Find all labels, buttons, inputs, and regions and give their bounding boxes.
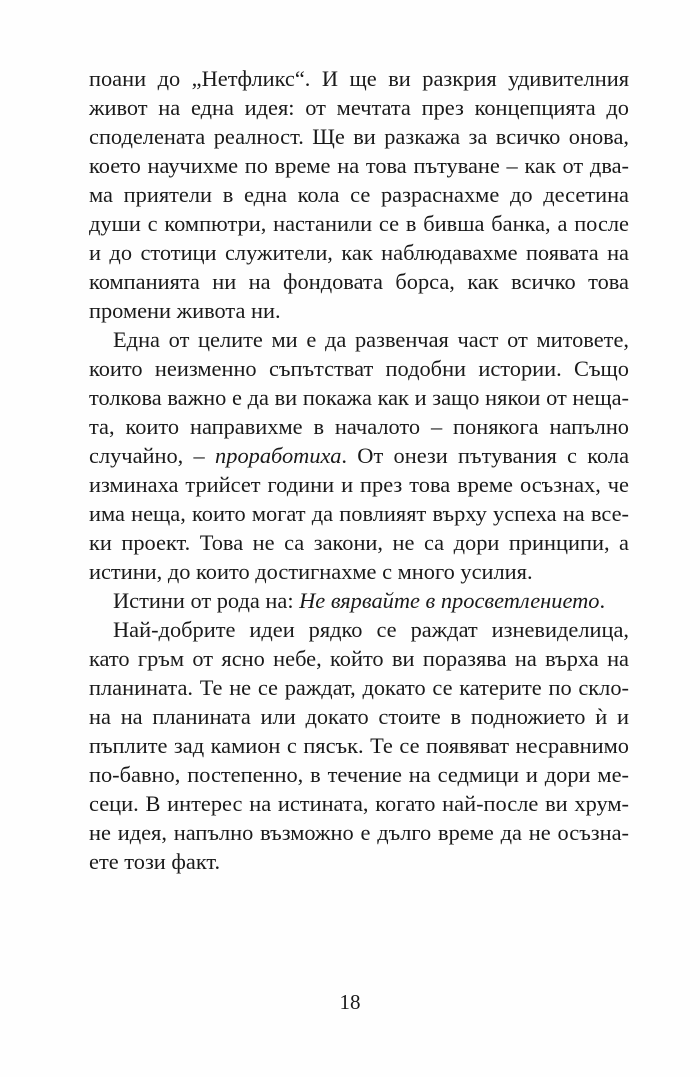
text-segment: Истини от рода на: [113, 588, 300, 613]
text-line: толкова важно е да ви покажа как и защо някои от неща- [89, 385, 629, 410]
text-line: ки проект. Това не са закони, не са дори принципи, а [89, 530, 629, 555]
text-line: живот на една идея: от мечтата през концепцията до [89, 95, 629, 120]
text-line: сеци. В интерес на истината, когато най-после ви хрум- [89, 791, 629, 816]
text-line: Една от целите ми е да развенчая част от митовете, [113, 327, 629, 352]
text-segment: . От онези пътувания с кола [341, 443, 630, 468]
text-line: и до стотици служители, как наблюдавахме появата на [89, 240, 629, 265]
text-line [89, 441, 629, 470]
text-segment: . [599, 588, 606, 613]
text-line: които неизменно съпътстват подобни истории. Също [89, 356, 629, 381]
paragraph [89, 325, 629, 586]
text-line: души с компютри, настанили се в бивша банка, а после [89, 211, 629, 236]
text-line: което научихме по време на това пътуване – как от два- [89, 153, 629, 178]
text-line: пъплите зад камион с пясък. Те се появяват несравнимо [89, 733, 629, 758]
text-line: на на планината или докато стоите в подножието ѝ и [89, 704, 629, 729]
text-line: поани до „Нетфликс“. И ще ви разкрия удивителния [89, 66, 629, 91]
paragraph [89, 64, 629, 325]
text-line: като гръм от ясно небе, който ви поразява на върха на [89, 646, 629, 671]
text-line: не идея, напълно възможно е дълго време да не осъзна- [89, 820, 629, 845]
text-line: има неща, които могат да повлияят върху успеха на все- [89, 501, 629, 526]
text-line: ете този факт. [89, 849, 221, 874]
text-line: Най-добрите идеи рядко се раждат изневиделица, [113, 617, 629, 642]
text-line: та, които направихме в началото – понякога напълно [89, 414, 629, 439]
text-line: компанията ни на фондовата борса, как всичко това [89, 269, 629, 294]
paragraph [89, 615, 629, 876]
text-line: по-бавно, постепенно, в течение на седмици и дори ме- [89, 762, 629, 787]
paragraph [89, 586, 629, 615]
text-line: истини, до които достигнахме с много усилия. [89, 559, 533, 584]
text-line: изминаха трийсет години и през това време осъзнах, че [89, 472, 629, 497]
italic-text: проработиха [215, 443, 342, 468]
text-line: промени живота ни. [89, 298, 281, 323]
text-line: планината. Те не се раждат, докато се катерите по скло- [89, 675, 629, 700]
text-line: споделената реалност. Ще ви разкажа за всичко онова, [89, 124, 629, 149]
text-line: ма приятели в една кола се разраснахме до десетина [89, 182, 629, 207]
text-segment: случайно, – [89, 443, 216, 468]
italic-text: Не вярвайте в просветлението [299, 588, 600, 613]
body-text [89, 64, 629, 876]
text-line [89, 586, 629, 615]
page-number: 18 [339, 990, 361, 1014]
